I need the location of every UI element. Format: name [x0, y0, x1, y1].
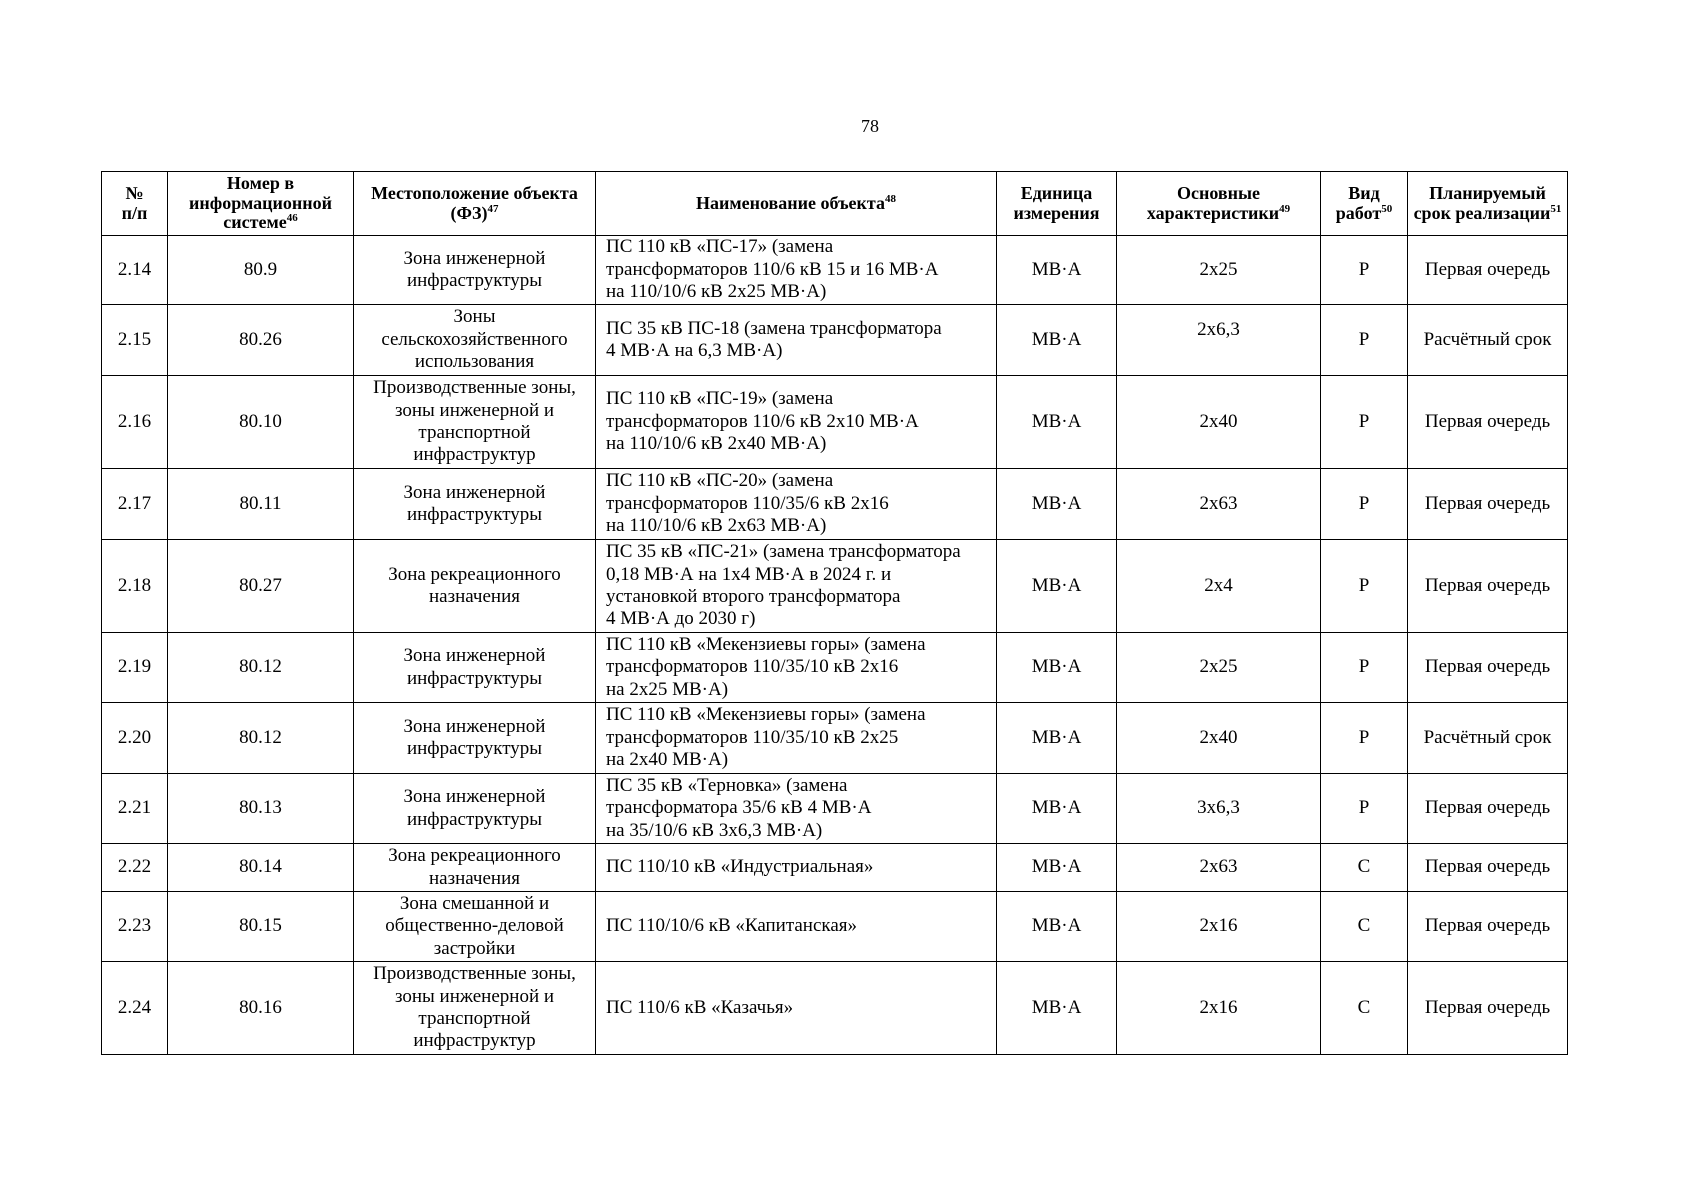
table-row	[102, 844, 1568, 892]
work-type: Р	[1321, 236, 1408, 305]
header-cell: Основные характеристики$^{49}$	[1117, 172, 1321, 236]
characteristics: 2x40	[1117, 376, 1321, 469]
unit: МВ·А	[997, 892, 1117, 962]
table-row	[102, 376, 1568, 469]
planned-term: Первая очередь	[1408, 236, 1568, 305]
object-name: ПС 110/10 кВ «Индустриальная»	[596, 844, 997, 892]
table-row	[102, 469, 1568, 540]
row-number: 2.14	[102, 236, 168, 305]
row-number: 2.24	[102, 962, 168, 1055]
planned-term: Первая очередь	[1408, 469, 1568, 540]
header-cell: Местоположение объекта (ФЗ)$^{47}$	[354, 172, 596, 236]
planned-term: Первая очередь	[1408, 376, 1568, 469]
object-name: ПС 35 кВ ПС-18 (замена трансформатора 4 МВ·А на 6,3 МВ·А)	[596, 305, 997, 376]
info-system-number: 80.13	[168, 774, 354, 844]
characteristics: 2x16	[1117, 962, 1321, 1055]
unit: МВ·А	[997, 844, 1117, 892]
object-location: Зона инженерной инфраструктуры	[354, 703, 596, 774]
characteristics: 2x63	[1117, 469, 1321, 540]
object-name: ПС 110/10/6 кВ «Капитанская»	[596, 892, 997, 962]
unit: МВ·А	[997, 305, 1117, 376]
info-system-number: 80.14	[168, 844, 354, 892]
header-cell: Вид работ$^{50}$	[1321, 172, 1408, 236]
info-system-number: 80.10	[168, 376, 354, 469]
planned-term: Первая очередь	[1408, 540, 1568, 633]
work-type: Р	[1321, 633, 1408, 703]
planned-term: Первая очередь	[1408, 892, 1568, 962]
object-location: Зона инженерной инфраструктуры	[354, 469, 596, 540]
planned-term: Первая очередь	[1408, 962, 1568, 1055]
unit: МВ·А	[997, 376, 1117, 469]
unit: МВ·А	[997, 540, 1117, 633]
row-number: 2.17	[102, 469, 168, 540]
unit: МВ·А	[997, 236, 1117, 305]
info-system-number: 80.11	[168, 469, 354, 540]
work-type: Р	[1321, 540, 1408, 633]
work-type: С	[1321, 962, 1408, 1055]
object-location: Зона рекреационного назначения	[354, 540, 596, 633]
unit: МВ·А	[997, 774, 1117, 844]
work-type: Р	[1321, 774, 1408, 844]
info-system-number: 80.9	[168, 236, 354, 305]
work-type: С	[1321, 844, 1408, 892]
characteristics: 2x16	[1117, 892, 1321, 962]
row-number: 2.19	[102, 633, 168, 703]
row-number: 2.22	[102, 844, 168, 892]
planned-term: Первая очередь	[1408, 633, 1568, 703]
object-location: Производственные зоны, зоны инженерной и транспортной инфраструктур	[354, 962, 596, 1055]
object-location: Зона инженерной инфраструктуры	[354, 774, 596, 844]
info-system-number: 80.26	[168, 305, 354, 376]
work-type: Р	[1321, 305, 1408, 376]
characteristics: 2x6,3	[1117, 305, 1321, 376]
characteristics: 2x40	[1117, 703, 1321, 774]
info-system-number: 80.16	[168, 962, 354, 1055]
characteristics: 2x25	[1117, 633, 1321, 703]
header-cell: Наименование объекта$^{48}$	[596, 172, 997, 236]
page-number: 78	[861, 116, 879, 136]
table-row	[102, 703, 1568, 774]
object-name: ПС 110 кВ «ПС-19» (замена трансформаторов 110/6 кВ 2x10 МВ·А на 110/10/6 кВ 2x40 МВ·А)	[596, 376, 997, 469]
info-system-number: 80.15	[168, 892, 354, 962]
objects-table	[101, 171, 1568, 1055]
row-number: 2.20	[102, 703, 168, 774]
object-location: Зона рекреационного назначения	[354, 844, 596, 892]
object-name: ПС 110/6 кВ «Казачья»	[596, 962, 997, 1055]
table-row	[102, 305, 1568, 376]
info-system-number: 80.27	[168, 540, 354, 633]
object-name: ПС 110 кВ «Мекензиевы горы» (замена трансформаторов 110/35/10 кВ 2x25 на 2x40 МВ·А)	[596, 703, 997, 774]
table-row	[102, 892, 1568, 962]
object-location: Зона инженерной инфраструктуры	[354, 236, 596, 305]
info-system-number: 80.12	[168, 633, 354, 703]
work-type: Р	[1321, 703, 1408, 774]
object-location: Зоны сельскохозяйственного использования	[354, 305, 596, 376]
object-name: ПС 35 кВ «Терновка» (замена трансформатора 35/6 кВ 4 МВ·А на 35/10/6 кВ 3x6,3 МВ·А)	[596, 774, 997, 844]
row-number: 2.15	[102, 305, 168, 376]
planned-term: Расчётный срок	[1408, 305, 1568, 376]
object-name: ПС 35 кВ «ПС-21» (замена трансформатора 0,18 МВ·А на 1x4 МВ·А в 2024 г. и установкой второго трансформатора 4 МВ·А до 2030 г)	[596, 540, 997, 633]
unit: МВ·А	[997, 633, 1117, 703]
header-cell: Единица измерения	[997, 172, 1117, 236]
work-type: С	[1321, 892, 1408, 962]
unit: МВ·А	[997, 962, 1117, 1055]
table-header-row	[102, 172, 1568, 236]
row-number: 2.23	[102, 892, 168, 962]
object-location: Зона смешанной и общественно-деловой застройки	[354, 892, 596, 962]
planned-term: Первая очередь	[1408, 774, 1568, 844]
characteristics: 3x6,3	[1117, 774, 1321, 844]
row-number: 2.18	[102, 540, 168, 633]
object-location: Производственные зоны, зоны инженерной и транспортной инфраструктур	[354, 376, 596, 469]
table-row	[102, 236, 1568, 305]
info-system-number: 80.12	[168, 703, 354, 774]
header-cell: № п/п	[102, 172, 168, 236]
table-row	[102, 962, 1568, 1055]
table-row	[102, 540, 1568, 633]
object-name: ПС 110 кВ «Мекензиевы горы» (замена трансформаторов 110/35/10 кВ 2x16 на 2x25 МВ·А)	[596, 633, 997, 703]
work-type: Р	[1321, 469, 1408, 540]
characteristics: 2x25	[1117, 236, 1321, 305]
row-number: 2.16	[102, 376, 168, 469]
header-cell: Номер в информационной системе$^{46}$	[168, 172, 354, 236]
planned-term: Первая очередь	[1408, 844, 1568, 892]
object-name: ПС 110 кВ «ПС-20» (замена трансформаторов 110/35/6 кВ 2x16 на 110/10/6 кВ 2x63 МВ·А)	[596, 469, 997, 540]
work-type: Р	[1321, 376, 1408, 469]
object-location: Зона инженерной инфраструктуры	[354, 633, 596, 703]
table-row	[102, 774, 1568, 844]
unit: МВ·А	[997, 703, 1117, 774]
row-number: 2.21	[102, 774, 168, 844]
planned-term: Расчётный срок	[1408, 703, 1568, 774]
object-name: ПС 110 кВ «ПС-17» (замена трансформаторов 110/6 кВ 15 и 16 МВ·А на 110/10/6 кВ 2x25 МВ·А)	[596, 236, 997, 305]
header-cell: Планируемый срок реализации$^{51}$	[1408, 172, 1568, 236]
unit: МВ·А	[997, 469, 1117, 540]
table-row	[102, 633, 1568, 703]
characteristics: 2x4	[1117, 540, 1321, 633]
characteristics: 2x63	[1117, 844, 1321, 892]
